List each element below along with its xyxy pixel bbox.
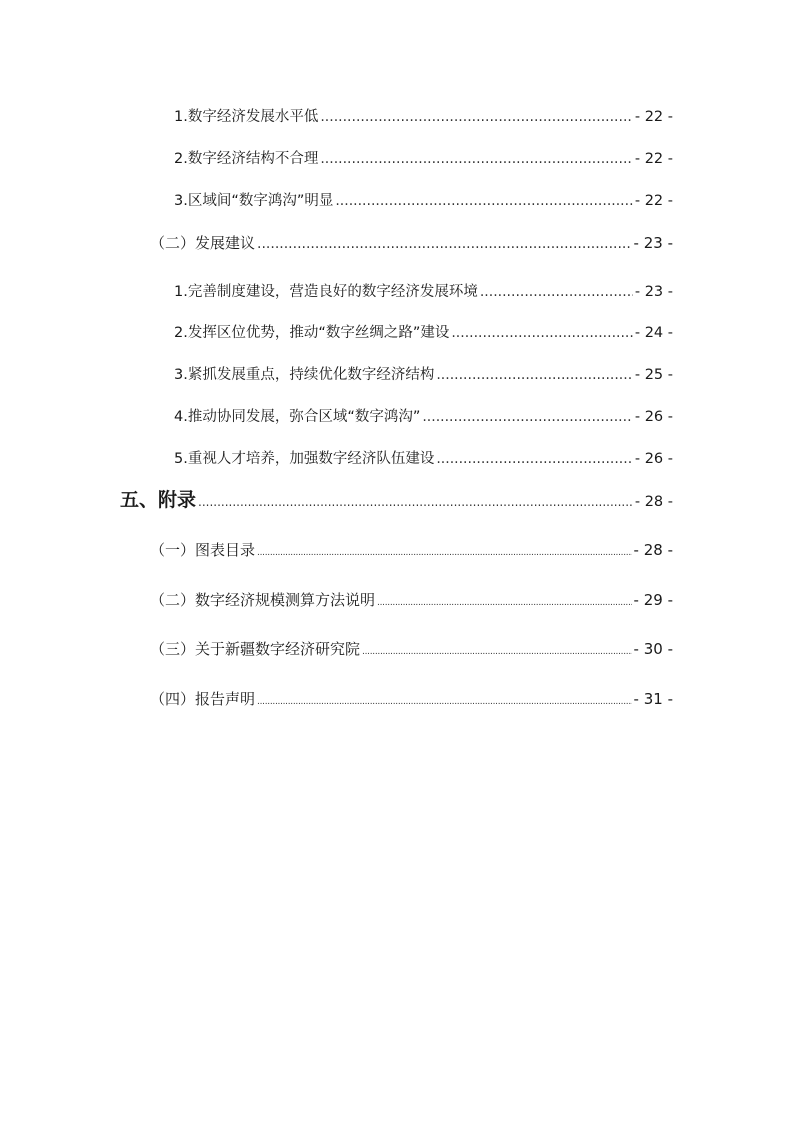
toc-entry[interactable] [150,236,673,251]
toc-entry-page: - 22 - [634,193,673,209]
dot-leader [257,692,632,707]
dot-leader [436,452,633,467]
toc-entry-title: 1.完善制度建设，营造良好的数字经济发展环境 [174,284,478,300]
toc-entry[interactable] [150,642,673,657]
dot-leader [377,593,632,608]
dot-leader [320,152,633,167]
dot-leader [257,236,632,251]
dot-leader [436,368,633,383]
toc-entry-title: （二）数字经济规模测算方法说明 [150,591,376,609]
toc-entry-page: - 28 - [633,541,673,559]
toc-entry[interactable] [174,285,673,300]
toc-entry-page: - 22 - [634,109,673,125]
toc-entry-page: - 29 - [633,591,673,609]
toc-entry-page: - 23 - [633,234,673,252]
toc-entry-title: 5.重视人才培养，加强数字经济队伍建设 [174,451,435,467]
toc-entry-title: （三）关于新疆数字经济研究院 [150,640,361,658]
toc-entry-title: （二）发展建议 [150,234,256,252]
dot-leader [362,642,632,657]
toc-entry-page: - 23 - [634,284,673,300]
dot-leader [335,194,633,209]
toc-entry-title: 3.区域间“数字鸿沟”明显 [174,193,334,209]
dot-leader [422,410,633,425]
toc-entry-title: 2.数字经济结构不合理 [174,151,319,167]
toc-chapter-entry[interactable] [120,491,673,510]
dot-leader [198,491,633,510]
toc-entry-page: - 28 - [634,494,673,510]
toc-entry-page: - 26 - [634,451,673,467]
toc-entry-title: （一）图表目录 [150,541,256,559]
toc-entry[interactable] [174,452,673,467]
toc-entry[interactable] [174,194,673,209]
toc-entry-page: - 26 - [634,409,673,425]
toc-entry-title: 2.发挥区位优势，推动“数字丝绸之路”建设 [174,325,450,341]
dot-leader [257,543,632,558]
toc-entry-title: （四）报告声明 [150,690,256,708]
toc-entry-page: - 30 - [633,640,673,658]
toc-entry-title: 4.推动协同发展，弥合区域“数字鸿沟” [174,409,421,425]
toc-chapter-title: 五、附录 [120,489,197,511]
toc-entry-page: - 22 - [634,151,673,167]
dot-leader [320,110,633,125]
dot-leader [451,326,633,341]
toc-entry[interactable] [150,692,673,707]
toc-entry[interactable] [174,326,673,341]
dot-leader [480,285,633,300]
toc-entry-title: 1.数字经济发展水平低 [174,109,319,125]
toc-entry-page: - 31 - [633,690,673,708]
toc-entry-title: 3.紧抓发展重点，持续优化数字经济结构 [174,367,435,383]
toc-entry[interactable] [174,410,673,425]
toc-entry-page: - 25 - [634,367,673,383]
toc-entry[interactable] [174,368,673,383]
toc-entry[interactable] [174,110,673,125]
toc-entry[interactable] [150,543,673,558]
toc-entry-page: - 24 - [634,325,673,341]
toc-entry[interactable] [174,152,673,167]
toc-entry[interactable] [150,593,673,608]
